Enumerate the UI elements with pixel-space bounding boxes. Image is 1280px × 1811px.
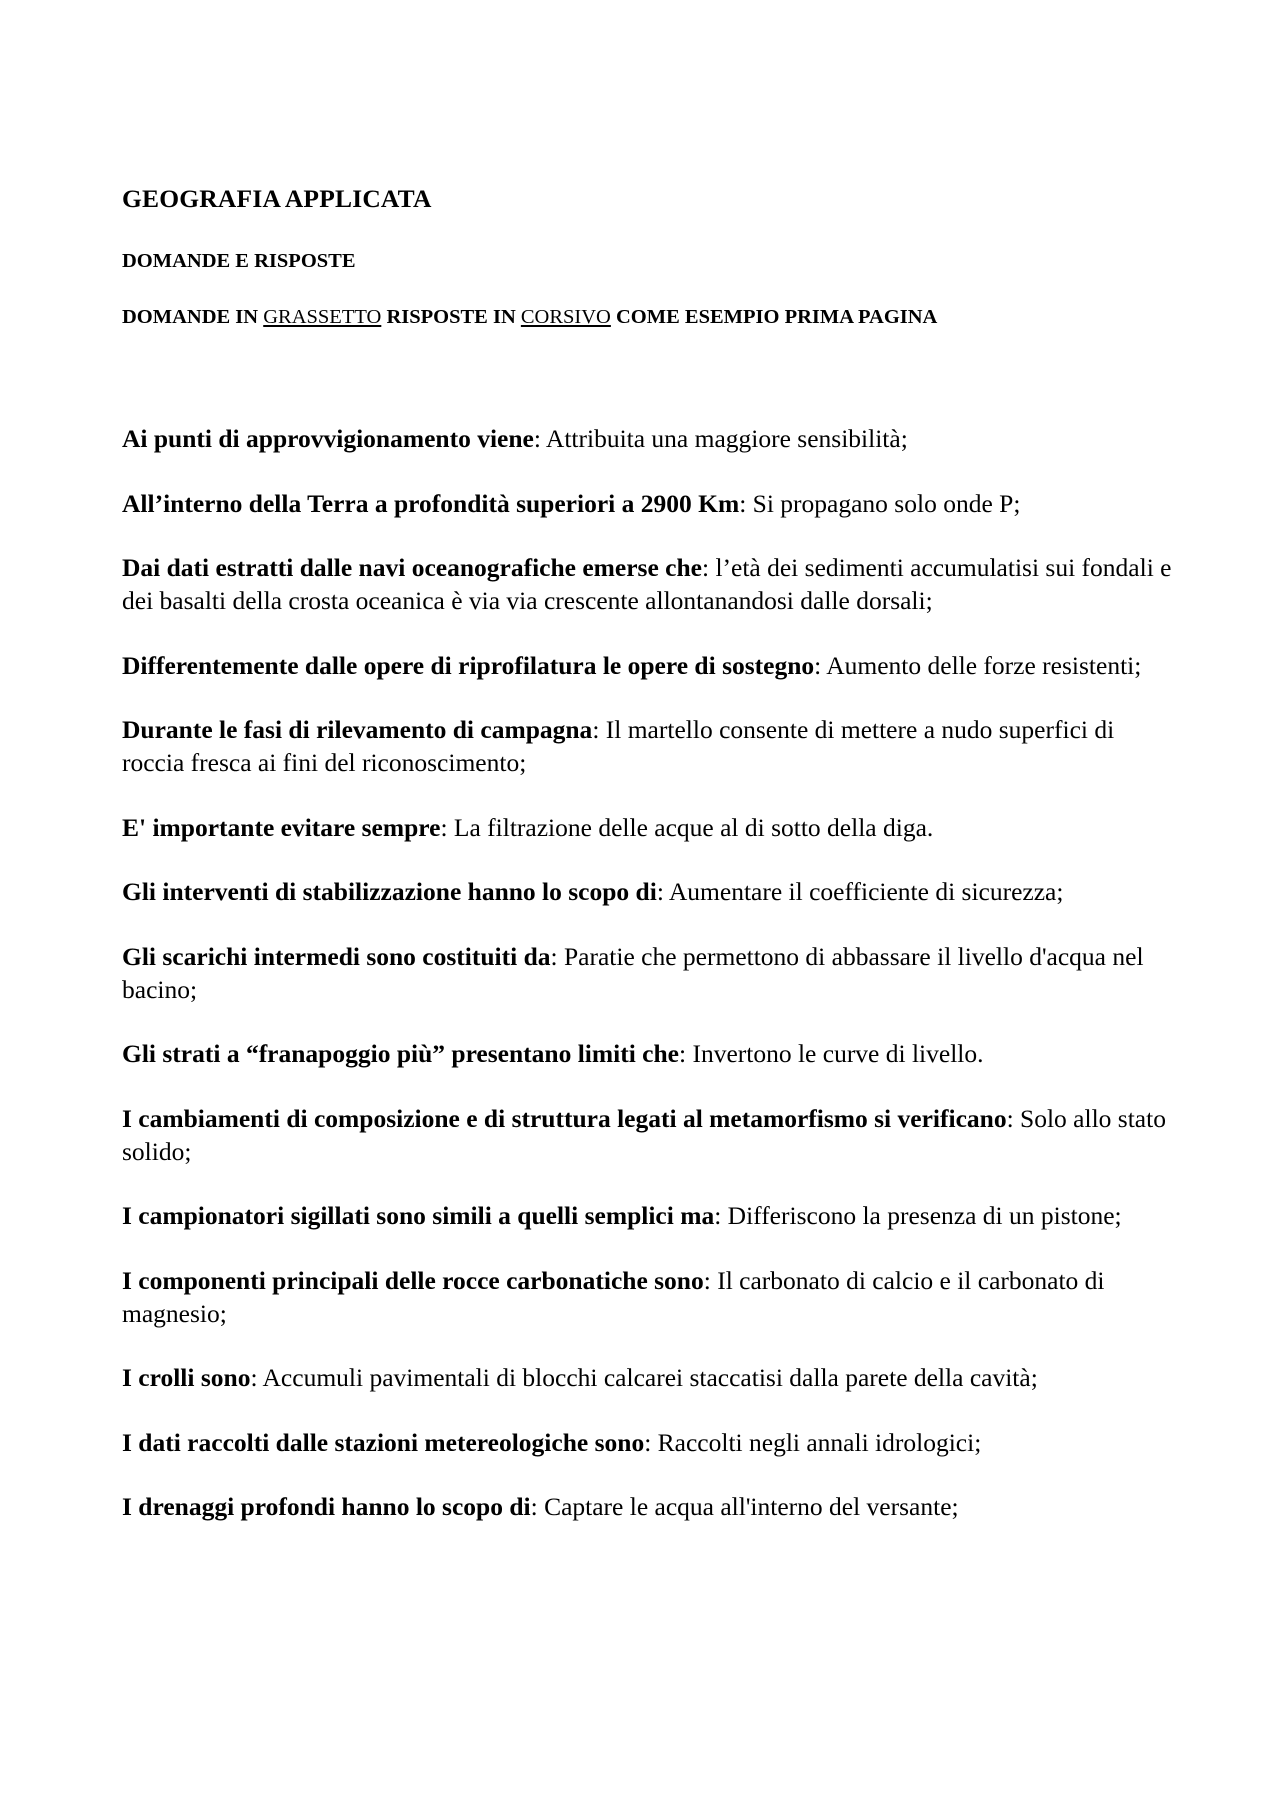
answer: : Il carbonato di calcio e il carbonato di magnesio; <box>122 1265 1105 1328</box>
answer: : Attribuita una maggiore sensibilità; <box>533 424 908 453</box>
qa-item <box>122 487 1182 520</box>
instructions-part2: RISPOSTE IN <box>381 306 521 328</box>
instructions-part1: DOMANDE IN <box>122 306 264 328</box>
qa-item <box>122 551 1182 617</box>
qa-item <box>122 1037 1182 1070</box>
answer: : Si propagano solo onde P; <box>739 488 1021 518</box>
answer: : Captare le acqua all'interno del versante; <box>530 1492 959 1521</box>
question: I drenaggi profondi hanno lo scopo di <box>122 1492 531 1521</box>
instructions-italic-word: CORSIVO <box>520 306 611 328</box>
qa-item <box>122 422 1182 455</box>
question: I componenti principali delle rocce carbonatiche sono <box>122 1265 704 1295</box>
question: E' importante evitare sempre <box>122 812 441 842</box>
qa-item <box>122 1426 1182 1459</box>
question: Gli interventi di stabilizzazione hanno lo scopo di <box>122 877 657 906</box>
qa-item <box>122 940 1182 1006</box>
answer: : Il martello consente di mettere a nudo superfici di roccia fresca ai fini del riconoscimento; <box>122 715 1115 777</box>
question: I crolli sono <box>122 1363 251 1392</box>
qa-item <box>122 649 1182 682</box>
question: Ai punti di approvvigionamento viene <box>122 424 534 453</box>
qa-item <box>122 1102 1182 1168</box>
instructions-bold-word: GRASSETTO <box>263 306 382 328</box>
answer: : Aumentare il coefficiente di sicurezza; <box>656 877 1064 906</box>
answer: : Solo allo stato solido; <box>122 1103 1166 1166</box>
document-subtitle: DOMANDE E RISPOSTE <box>122 250 356 272</box>
question: Gli strati a “franapoggio più” presentano limiti che <box>122 1039 679 1068</box>
qa-item <box>122 1361 1182 1394</box>
qa-list <box>122 422 1182 1555</box>
answer: : Raccolti negli annali idrologici; <box>644 1427 982 1457</box>
qa-item <box>122 1490 1182 1523</box>
answer: : l’età dei sedimenti accumulatisi sui fondali e dei basalti della crosta oceanica è via via crescente allontanandosi dalle dorsali; <box>122 553 1172 615</box>
qa-item <box>122 713 1182 779</box>
question: All’interno della Terra a profondità superiori a 2900 Km <box>122 488 740 518</box>
question: I dati raccolti dalle stazioni metereologiche sono <box>122 1427 645 1457</box>
question: Gli scarichi intermedi sono costituiti da <box>122 941 551 971</box>
question: Dai dati estratti dalle navi oceanografiche emerse che <box>122 553 702 582</box>
answer: : Invertono le curve di livello. <box>679 1039 984 1068</box>
answer: : Accumuli pavimentali di blocchi calcarei staccatisi dalla parete della cavità; <box>250 1363 1038 1392</box>
answer: : Aumento delle forze resistenti; <box>814 650 1142 680</box>
question: Durante le fasi di rilevamento di campagna <box>122 715 593 744</box>
question: Differentemente dalle opere di riprofilatura le opere di sostegno <box>122 650 815 680</box>
question: I campionatori sigillati sono simili a quelli semplici ma <box>122 1201 715 1230</box>
qa-item <box>122 1199 1182 1232</box>
qa-item <box>122 1264 1182 1330</box>
answer: : Paratie che permettono di abbassare il livello d'acqua nel bacino; <box>122 941 1144 1004</box>
answer: : La filtrazione delle acque al di sotto della diga. <box>440 812 934 842</box>
question: I cambiamenti di composizione e di struttura legati al metamorfismo si verificano <box>122 1103 1007 1133</box>
qa-item <box>122 811 1182 844</box>
answer: : Differiscono la presenza di un pistone; <box>714 1201 1122 1230</box>
instructions-part3: COME ESEMPIO PRIMA PAGINA <box>610 306 938 328</box>
instructions-line <box>122 306 937 329</box>
document-title: GEOGRAFIA APPLICATA <box>122 184 432 213</box>
qa-item <box>122 875 1182 908</box>
